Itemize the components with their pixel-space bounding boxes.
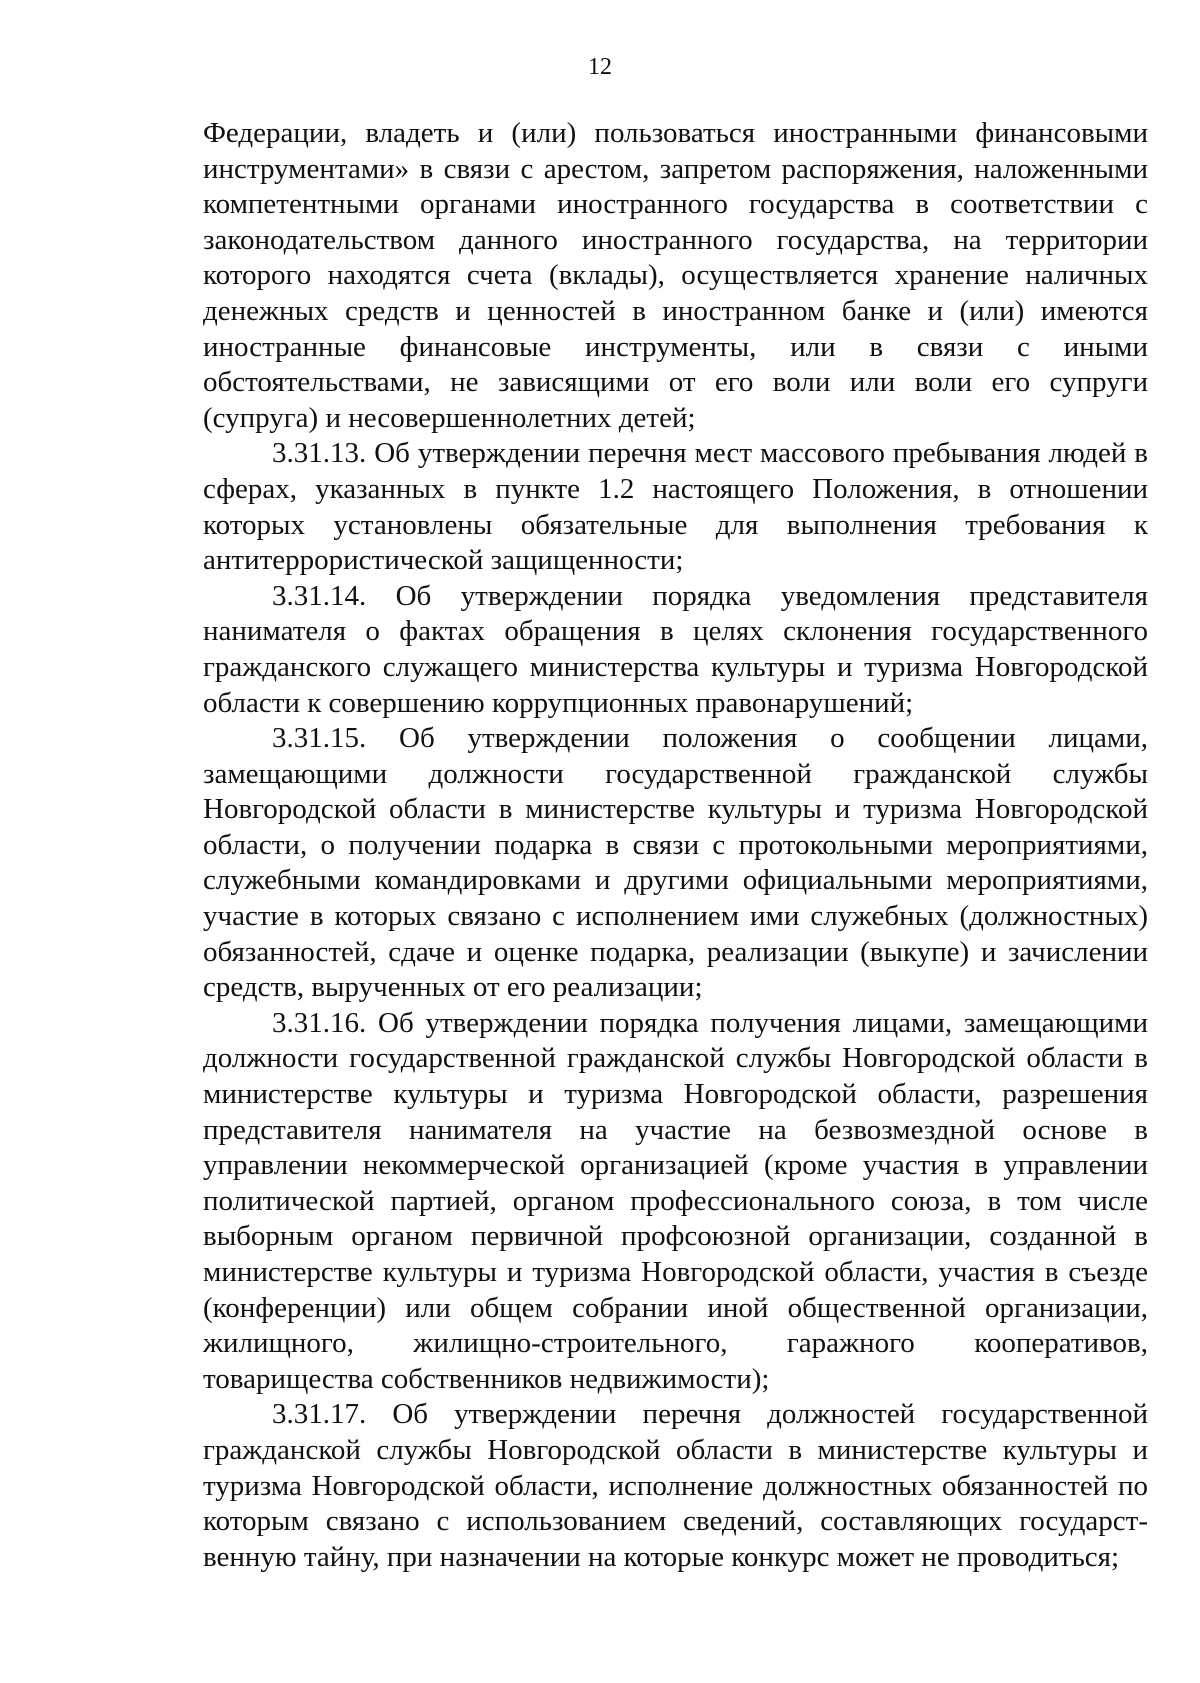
paragraph-3-31-15: 3.31.15. Об утверждении положения о сообщении лицами, замещающими должности государственной гражданской службы Новгородской области в министерстве культуры и туризма Новгородской области, о получении подарка в связи с протокольными мероприятиями, служебными командировками и другими официальными мероприятиями, участие в которых связано с исполнением ими служебных (должностных) обязанностей, сдаче и оценке подарка, реализации (выкупе) и зачислении средств, вырученных от его реализации;	[203, 722, 1148, 1004]
paragraph-3-31-16: 3.31.16. Об утверждении порядка получения лицами, замещающими должности государственной гражданской службы Новгородской области в министерстве культуры и туризма Новгородской области, разрешения представителя нанимателя на участие на безвозмездной основе в управлении некоммерческой организацией (кроме участия в управлении политической партией, органом профессионального союза, в том числе выборным органом первичной профсоюзной организации, созданной в министерстве культуры и туризма Новгородской области, участия в съезде (конференции) или общем собрании иной общественной организации, жилищного, жилищно-строительного, гаражного кооперативов, товарищества собственников недвижимости);	[203, 1006, 1148, 1395]
paragraph-3-31-17: 3.31.17. Об утверждении перечня должностей государственной гражданской службы Новгородской области в министерстве культуры и туризма Новгородской области, исполнение должностных обязанностей по которым связано с использованием сведений, составляющих государст-венную тайну, при назначении на которые конкурс может не проводиться;	[203, 1398, 1148, 1573]
paragraph-3-31-13: 3.31.13. Об утверждении перечня мест массового пребывания людей в сферах, указанных в пункте 1.2 настоящего Положения, в отношении которых установлены обязательные для выполнения требования к антитеррористической защищенности;	[203, 437, 1148, 577]
paragraph-3-31-14: 3.31.14. Об утверждении порядка уведомления представителя нанимателя о фактах обращения в целях склонения государственного гражданского служащего министерства культуры и туризма Новгородской области к совершению коррупционных правонарушений;	[203, 579, 1148, 719]
paragraph-continuation: Федерации, владеть и (или) пользоваться иностранными финансовыми инструментами» в связи с арестом, запретом распоряжения, наложенными компетентными органами иностранного государства в соответствии с законодательством данного иностранного государства, на территории которого находятся счета (вклады), осуществляется хранение наличных денежных средств и ценностей в иностранном банке и (или) имеются иностранные финансовые инструменты, или в связи с иными обстоятельствами, не зависящими от его воли или воли его супруги (супруга) и несовершеннолетних детей;	[203, 117, 1148, 434]
page-number: 12	[588, 54, 612, 80]
document-body	[203, 116, 1148, 1575]
